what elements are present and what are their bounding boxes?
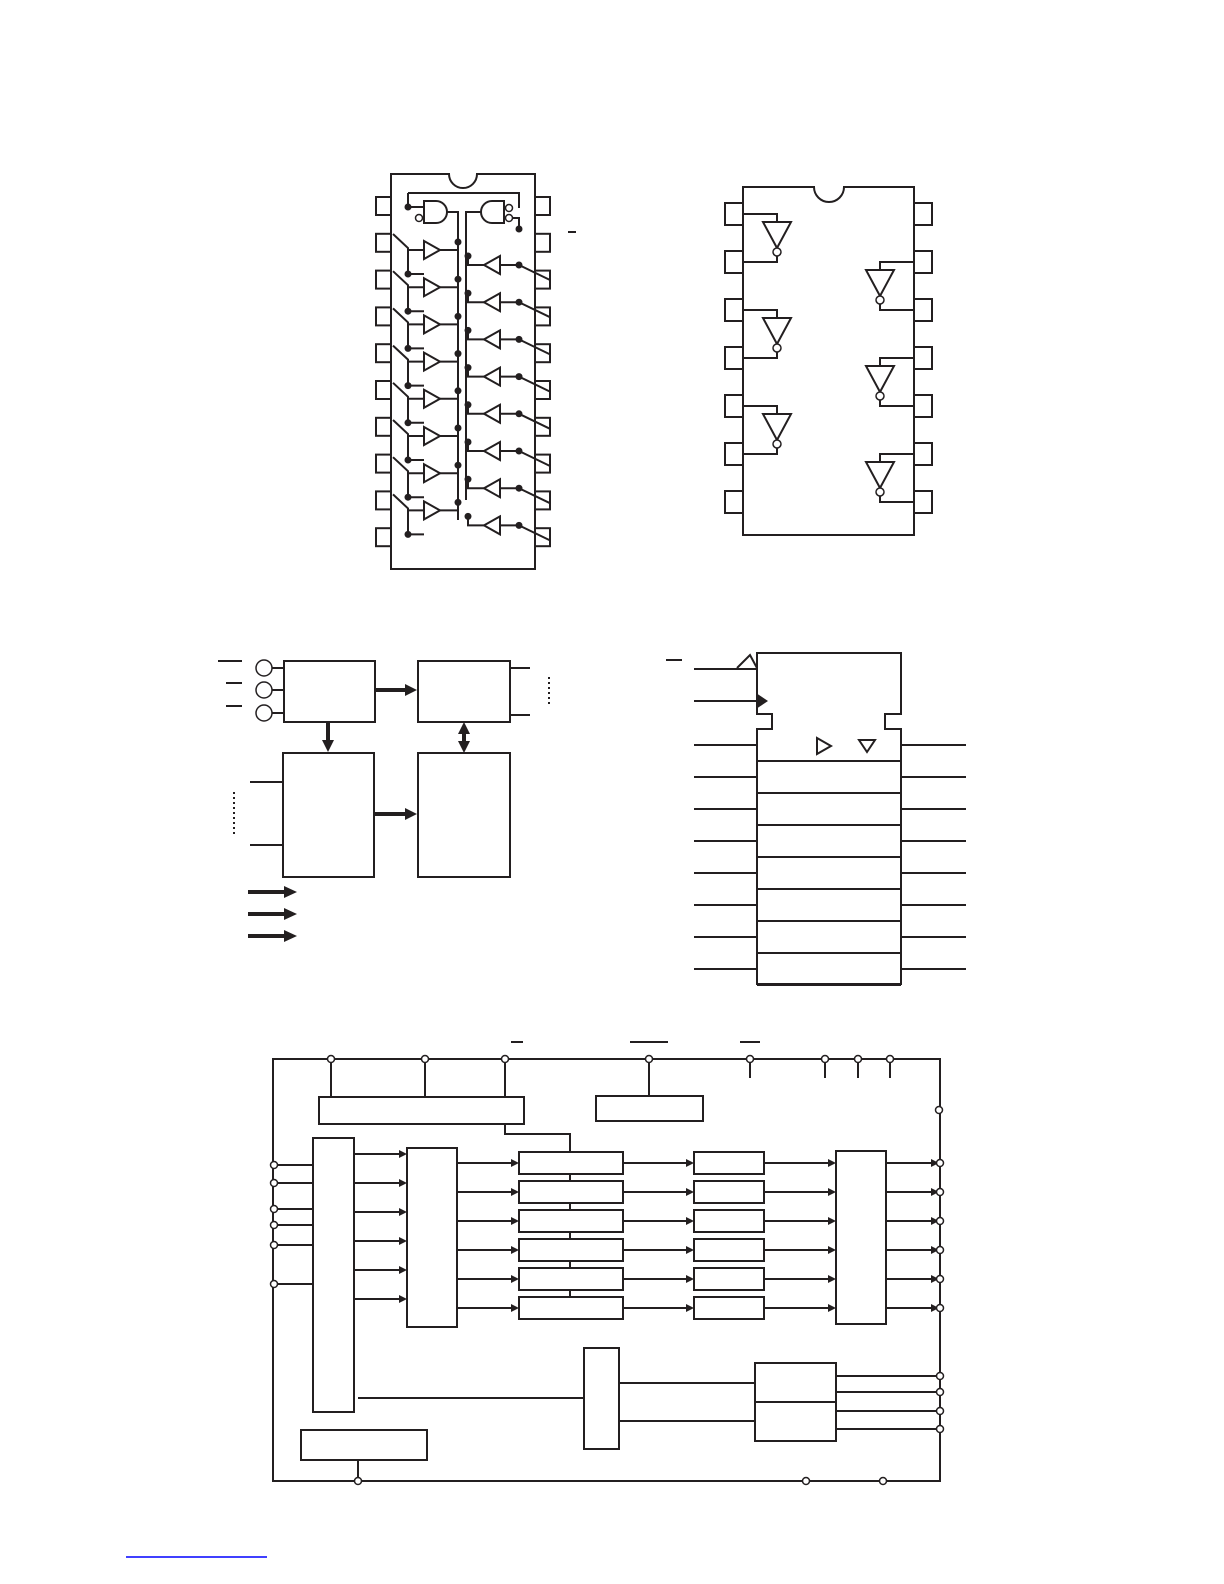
arrowhead xyxy=(399,1295,407,1303)
latch-block xyxy=(694,1297,764,1319)
latch-block xyxy=(694,1210,764,1232)
pin-left xyxy=(376,418,391,436)
junction xyxy=(455,350,462,357)
buffer-b-to-a xyxy=(484,479,500,497)
buffer-a-to-b xyxy=(424,390,440,408)
io-pin xyxy=(502,1056,509,1063)
arrowhead xyxy=(828,1217,836,1225)
arrowhead xyxy=(399,1150,407,1158)
junction xyxy=(465,327,472,334)
junction xyxy=(405,531,412,538)
buffer-wiring xyxy=(393,494,550,540)
inverter-bubble xyxy=(773,440,781,448)
pin-right xyxy=(914,251,932,273)
io-pin xyxy=(937,1389,944,1396)
bus-interface-block xyxy=(319,1097,524,1124)
io-pin xyxy=(937,1408,944,1415)
buffer-b-to-a xyxy=(484,516,500,534)
io-pin xyxy=(822,1056,829,1063)
junction xyxy=(465,476,472,483)
register-block xyxy=(519,1239,623,1261)
output-pin xyxy=(937,1189,944,1196)
junction xyxy=(516,522,523,529)
buffer-b-to-a xyxy=(484,293,500,311)
pin-left xyxy=(725,203,743,225)
junction xyxy=(405,308,412,315)
register-block xyxy=(519,1152,623,1174)
arrowhead xyxy=(511,1159,519,1167)
dip20-left-pins xyxy=(376,197,391,546)
buffer-wiring xyxy=(393,420,550,466)
inverter-left xyxy=(763,414,791,440)
io-pin xyxy=(803,1478,810,1485)
junction xyxy=(465,401,472,408)
latch-block xyxy=(694,1239,764,1261)
arrowhead xyxy=(828,1304,836,1312)
input-register-block xyxy=(283,753,374,877)
buffer-a-to-b xyxy=(424,464,440,482)
output-pin xyxy=(937,1247,944,1254)
junction xyxy=(516,448,523,455)
junction xyxy=(455,387,462,394)
output-pin xyxy=(937,1305,944,1312)
octal-buffer-logic-symbol xyxy=(666,653,966,985)
pin-left xyxy=(725,347,743,369)
pin-right xyxy=(914,491,932,513)
arrowhead xyxy=(511,1188,519,1196)
junction xyxy=(516,485,523,492)
arrowhead xyxy=(686,1217,694,1225)
memory-block xyxy=(418,753,510,877)
arrowhead xyxy=(399,1237,407,1245)
pin-left xyxy=(376,344,391,362)
io-pin xyxy=(271,1242,278,1249)
arrowhead xyxy=(686,1304,694,1312)
io-pin xyxy=(271,1206,278,1213)
io-pin xyxy=(880,1478,887,1485)
inverter-right xyxy=(866,270,894,296)
junction xyxy=(405,271,412,278)
dip20-right-pins xyxy=(535,197,550,546)
arrowhead xyxy=(399,1208,407,1216)
register-block xyxy=(519,1268,623,1290)
junction xyxy=(405,457,412,464)
clock-input-marker xyxy=(737,655,757,668)
dip14-package-outline xyxy=(743,187,914,535)
io-pin xyxy=(855,1056,862,1063)
inverter-bubble xyxy=(876,392,884,400)
junction xyxy=(405,494,412,501)
junction xyxy=(516,262,523,269)
junction xyxy=(465,364,472,371)
inverter-right xyxy=(866,462,894,488)
pin-right xyxy=(914,395,932,417)
register-block xyxy=(519,1181,623,1203)
junction xyxy=(405,382,412,389)
pin-right xyxy=(535,234,550,252)
buffer-a-to-b xyxy=(424,278,440,296)
io-pin xyxy=(937,1426,944,1433)
arrowhead xyxy=(828,1159,836,1167)
buffer-a-to-b xyxy=(424,241,440,259)
pin-right xyxy=(535,455,550,473)
enable-input-bubble-right xyxy=(506,205,513,212)
control-block-outline xyxy=(757,653,901,984)
enable-and-gate-left xyxy=(424,201,447,223)
inverter-left xyxy=(763,318,791,344)
register-block xyxy=(519,1297,623,1319)
inverter-bubble xyxy=(773,248,781,256)
output-block xyxy=(418,661,510,722)
data-line-rows xyxy=(694,745,966,985)
buffer-b-to-a xyxy=(484,442,500,460)
pin-left xyxy=(725,491,743,513)
clock-block xyxy=(301,1430,427,1460)
functional-block-diagram xyxy=(218,660,549,942)
arrowhead xyxy=(686,1188,694,1196)
junction xyxy=(516,410,523,417)
arrowhead xyxy=(511,1217,519,1225)
pin-left xyxy=(725,395,743,417)
system-block-diagram xyxy=(271,1042,944,1485)
io-pin xyxy=(937,1373,944,1380)
pin-left xyxy=(376,271,391,289)
junction xyxy=(455,313,462,320)
inverter-bubble xyxy=(876,296,884,304)
junction xyxy=(455,499,462,506)
arrowhead xyxy=(511,1275,519,1283)
buffer-b-to-a xyxy=(484,256,500,274)
buffer-wiring xyxy=(393,234,550,280)
pin-left xyxy=(376,234,391,252)
buffer-a-to-b xyxy=(424,353,440,371)
arrowhead xyxy=(828,1275,836,1283)
control-input-2 xyxy=(256,682,272,698)
io-pin xyxy=(328,1056,335,1063)
dip20-transceiver-diagram xyxy=(376,174,576,569)
buffer-wiring xyxy=(393,271,550,317)
junction xyxy=(455,462,462,469)
arrowhead xyxy=(511,1304,519,1312)
junction xyxy=(516,299,523,306)
pin-left xyxy=(376,455,391,473)
pin-right xyxy=(914,203,932,225)
io-pin xyxy=(887,1056,894,1063)
output-pin xyxy=(937,1276,944,1283)
enable-and-gate-right xyxy=(481,201,504,223)
tristate-symbol xyxy=(859,740,875,752)
output-pin xyxy=(937,1218,944,1225)
buffer-b-to-a xyxy=(484,330,500,348)
bidirectional-buffer-array xyxy=(393,234,550,540)
junction xyxy=(516,336,523,343)
inverter-right xyxy=(866,366,894,392)
arrowhead xyxy=(828,1246,836,1254)
pin-right xyxy=(535,197,550,215)
junction xyxy=(405,419,412,426)
junction xyxy=(455,276,462,283)
arrowhead xyxy=(511,1246,519,1254)
inverter-left xyxy=(763,222,791,248)
decoder-block xyxy=(407,1148,457,1327)
io-pin xyxy=(422,1056,429,1063)
pin-right xyxy=(914,347,932,369)
arrowhead xyxy=(686,1246,694,1254)
junction xyxy=(465,290,472,297)
pin-left xyxy=(376,528,391,546)
buffer-b-to-a xyxy=(484,405,500,423)
buffer-wiring xyxy=(393,383,550,429)
control-input-3 xyxy=(256,705,272,721)
arrowhead xyxy=(686,1275,694,1283)
reset-block xyxy=(596,1096,703,1121)
output-driver-block xyxy=(836,1151,886,1324)
junction xyxy=(455,425,462,432)
interrupt-mux-block xyxy=(584,1348,619,1449)
pin-left xyxy=(376,491,391,509)
output-pin xyxy=(937,1160,944,1167)
latch-block xyxy=(694,1181,764,1203)
legend-arrows xyxy=(248,892,285,936)
buffer-a-to-b xyxy=(424,315,440,333)
io-pin xyxy=(646,1056,653,1063)
junction xyxy=(465,253,472,260)
pin-left xyxy=(376,197,391,215)
io-pin xyxy=(271,1162,278,1169)
pin-left xyxy=(725,251,743,273)
register-block xyxy=(519,1210,623,1232)
dip14-hex-inverter-diagram xyxy=(725,187,932,535)
buffer-wiring xyxy=(393,308,550,354)
latch-block xyxy=(694,1268,764,1290)
buffer-b-to-a xyxy=(484,368,500,386)
latch-block xyxy=(694,1152,764,1174)
cpu-block xyxy=(313,1138,354,1412)
inverter-bubble xyxy=(876,488,884,496)
buffer-wiring xyxy=(393,346,550,392)
arrowhead xyxy=(399,1266,407,1274)
buffer-wiring xyxy=(393,457,550,503)
io-pin xyxy=(355,1478,362,1485)
enable-input-bubble-right-2 xyxy=(506,215,513,222)
enable-input-bubble xyxy=(416,215,423,222)
io-pin xyxy=(936,1107,943,1114)
control-logic-block xyxy=(284,661,375,722)
junction xyxy=(465,513,472,520)
junction xyxy=(516,373,523,380)
junction xyxy=(455,239,462,246)
inverter-array xyxy=(743,214,914,502)
buffer-symbol xyxy=(817,738,831,754)
control-input-1 xyxy=(256,660,272,676)
pin-left xyxy=(376,307,391,325)
buffer-a-to-b xyxy=(424,427,440,445)
pin-right xyxy=(914,299,932,321)
pin-left xyxy=(725,443,743,465)
io-pin xyxy=(747,1056,754,1063)
io-pin xyxy=(271,1222,278,1229)
arrowhead xyxy=(399,1179,407,1187)
pin-left xyxy=(376,381,391,399)
io-pin xyxy=(271,1281,278,1288)
pin-left xyxy=(725,299,743,321)
junction xyxy=(465,439,472,446)
junction xyxy=(405,345,412,352)
buffer-a-to-b xyxy=(424,501,440,519)
inverter-bubble xyxy=(773,344,781,352)
arrowhead xyxy=(828,1188,836,1196)
io-pin xyxy=(271,1180,278,1187)
pin-right xyxy=(914,443,932,465)
arrowhead xyxy=(686,1159,694,1167)
